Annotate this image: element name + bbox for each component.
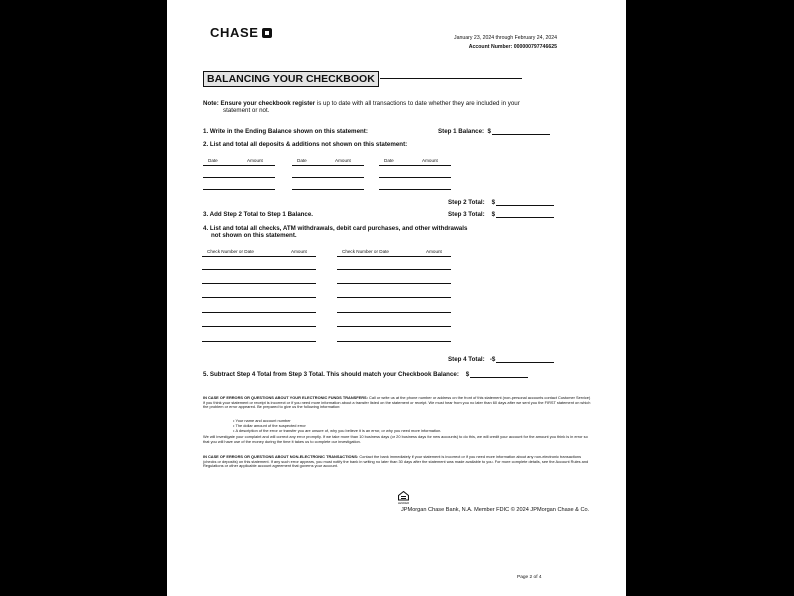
check-line[interactable]	[202, 297, 316, 298]
check-line[interactable]	[337, 283, 451, 284]
fdic-copyright: JPMorgan Chase Bank, N.A. Member FDIC © 2024 JPMorgan Chase & Co.	[401, 507, 590, 513]
non-electronic-notice: IN CASE OF ERRORS OR QUESTIONS ABOUT NON-ELECTRONIC TRANSACTIONS: Contact the bank immediately if your statement is incorrect or if you need more information about any non-electronic transactions (checks or deposits) on this statement. If any such error appears, you must notify the bank in writing no later than 30 days after the statement was made available to you. For more complete details, see the Account Rules and Regulations or other applicable account agreement that governs your account.	[203, 454, 589, 469]
account-number: Account Number: 000000797746625	[468, 44, 557, 50]
deposit-line[interactable]	[203, 165, 275, 166]
title-rule	[380, 78, 522, 79]
check-line[interactable]	[337, 269, 451, 270]
page-number: Page 2 of 4	[517, 575, 542, 580]
step2-total-field[interactable]	[496, 199, 554, 206]
deposit-col3-amount: Amount	[422, 158, 438, 163]
note-line-1: Note: Ensure your checkbook register is up to date with all transactions to date whether they are included in your	[203, 100, 520, 107]
check-line[interactable]	[202, 312, 316, 313]
deposit-col2-amount: Amount	[335, 158, 351, 163]
electronic-transfers-notice: IN CASE OF ERRORS OR QUESTIONS ABOUT YOUR ELECTRONIC FUNDS TRANSFERS: Call or write us at the phone number or address on the front of this statement (non-personal accounts contact Customer Service) if you think your statement or receipt is incorrect or if you need more information about a transfer listed on the statement or receipt. We must hear from you no later than 60 days after we sent you the FIRST statement on which the problem or error appeared. Be prepared to give us the following information:	[203, 395, 591, 410]
deposit-line[interactable]	[292, 165, 364, 166]
step4-total: Step 4 Total: -$	[448, 356, 554, 363]
deposit-line[interactable]	[203, 189, 275, 190]
check-line[interactable]	[337, 341, 451, 342]
check-line[interactable]	[337, 256, 451, 257]
equal-housing-label: LENDER	[398, 501, 409, 505]
step4-instruction: 4. List and total all checks, ATM withdrawals, debit card purchases, and other withdrawals	[203, 225, 468, 232]
check-line[interactable]	[202, 341, 316, 342]
step2-total: Step 2 Total: $	[448, 199, 554, 206]
deposit-line[interactable]	[292, 177, 364, 178]
note-line-2: statement or not.	[223, 107, 270, 114]
octagon-logo-icon	[262, 28, 272, 38]
deposit-line[interactable]	[379, 177, 451, 178]
check-col1-number: Check Number or Date	[207, 249, 254, 254]
step3-total: Step 3 Total: $	[448, 211, 554, 218]
check-line[interactable]	[202, 326, 316, 327]
statement-page	[167, 0, 626, 596]
equal-housing-lender-icon	[398, 491, 409, 505]
check-line[interactable]	[337, 297, 451, 298]
deposit-col1-amount: Amount	[247, 158, 263, 163]
chase-logo	[210, 25, 272, 40]
check-line[interactable]	[202, 283, 316, 284]
notice-bullet: • Your name and account number	[233, 418, 291, 423]
check-col2-number: Check Number or Date	[342, 249, 389, 254]
check-line[interactable]	[337, 326, 451, 327]
deposit-line[interactable]	[203, 177, 275, 178]
step5-instruction: 5. Subtract Step 4 Total from Step 3 Total. This should match your Checkbook Balance: $	[203, 371, 528, 378]
step3-instruction: 3. Add Step 2 Total to Step 1 Balance.	[203, 211, 314, 218]
logo-text: CHASE	[210, 25, 259, 40]
page-title: BALANCING YOUR CHECKBOOK	[203, 71, 379, 87]
check-col2-amount: Amount	[426, 249, 442, 254]
step2-instruction: 2. List and total all deposits & additions not shown on this statement:	[203, 141, 408, 148]
deposit-line[interactable]	[379, 189, 451, 190]
notice-bullet: • A description of the error or transfer you are unsure of, why you believe it is an error, or why you need more information.	[233, 428, 442, 433]
step1-total: Step 1 Balance: $	[438, 128, 550, 135]
checkbook-balance-field[interactable]	[470, 371, 528, 378]
check-col1-amount: Amount	[291, 249, 307, 254]
step4-total-field[interactable]	[496, 356, 554, 363]
step1-balance-field[interactable]	[492, 128, 550, 135]
deposit-line[interactable]	[379, 165, 451, 166]
step4-instruction-cont: not shown on this statement.	[211, 232, 297, 239]
check-line[interactable]	[337, 312, 451, 313]
deposit-col2-date: Date	[297, 158, 307, 163]
deposit-col1-date: Date	[208, 158, 218, 163]
statement-period: January 23, 2024 through February 24, 2024	[454, 35, 557, 41]
step1-instruction: 1. Write in the Ending Balance shown on this statement:	[203, 128, 368, 135]
deposit-line[interactable]	[292, 189, 364, 190]
check-line[interactable]	[202, 256, 316, 257]
step3-total-field[interactable]	[496, 211, 554, 218]
notice-bullet: • The dollar amount of the suspected error	[233, 423, 306, 428]
deposit-col3-date: Date	[384, 158, 394, 163]
check-line[interactable]	[202, 269, 316, 270]
investigation-notice: We will investigate your complaint and will correct any error promptly. If we take more than 10 business days (or 20 business days for new accounts) to do this, we will credit your account for the amount you think is in error so that you will have use of the money during the time it takes us to complete our investigation.	[203, 434, 588, 444]
